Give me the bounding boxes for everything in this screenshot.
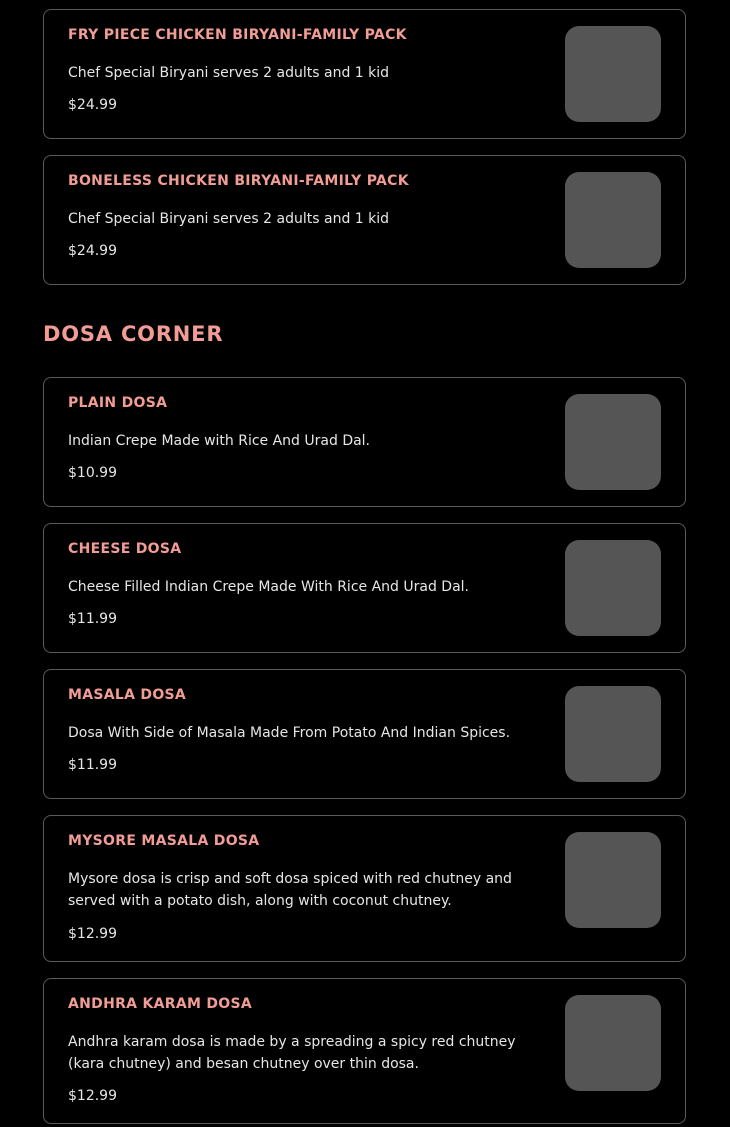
menu-item-price: $24.99 bbox=[68, 97, 117, 113]
menu-item-card[interactable] bbox=[43, 155, 686, 285]
menu-item-image-placeholder bbox=[565, 686, 661, 782]
menu-item-price: $12.99 bbox=[68, 926, 117, 942]
menu-item-description: Andhra karam dosa is made by a spreading a spicy red chutney (kara chutney) and besan chutney over thin dosa. bbox=[68, 1034, 516, 1072]
menu-item-description: Indian Crepe Made with Rice And Urad Dal. bbox=[68, 433, 371, 449]
menu-item-card[interactable] bbox=[43, 815, 686, 962]
menu-item-price: $11.99 bbox=[68, 757, 117, 773]
section-title: DOSA CORNER bbox=[43, 322, 224, 346]
menu-item-name: MYSORE MASALA DOSA bbox=[68, 833, 260, 849]
menu-item-image-placeholder bbox=[565, 172, 661, 268]
menu-item-name: MASALA DOSA bbox=[68, 687, 187, 703]
menu-item-card[interactable] bbox=[43, 377, 686, 507]
menu-item-name: FRY PIECE CHICKEN BIRYANI-FAMILY PACK bbox=[68, 27, 407, 43]
menu-item-image-placeholder bbox=[565, 832, 661, 928]
menu-item-price: $24.99 bbox=[68, 243, 117, 259]
menu-item-description: Chef Special Biryani serves 2 adults and 1 kid bbox=[68, 211, 390, 227]
menu-item-card[interactable] bbox=[43, 669, 686, 799]
menu-item-description: Cheese Filled Indian Crepe Made With Rice And Urad Dal. bbox=[68, 579, 469, 595]
menu-item-price: $10.99 bbox=[68, 465, 117, 481]
menu-item-card[interactable] bbox=[43, 523, 686, 653]
menu-item-price: $12.99 bbox=[68, 1088, 117, 1104]
menu-item-description: Mysore dosa is crisp and soft dosa spiced with red chutney and served with a potato dish, along with coconut chutney. bbox=[68, 871, 512, 909]
menu-item-card[interactable] bbox=[43, 978, 686, 1124]
menu-item-image-placeholder bbox=[565, 26, 661, 122]
menu-item-price: $11.99 bbox=[68, 611, 117, 627]
menu-item-image-placeholder bbox=[565, 995, 661, 1091]
menu-item-description: Dosa With Side of Masala Made From Potato And Indian Spices. bbox=[68, 725, 511, 741]
menu-item-name: BONELESS CHICKEN BIRYANI-FAMILY PACK bbox=[68, 173, 409, 189]
menu-item-description: Chef Special Biryani serves 2 adults and 1 kid bbox=[68, 65, 390, 81]
menu-item-name: ANDHRA KARAM DOSA bbox=[68, 996, 253, 1012]
menu-item-image-placeholder bbox=[565, 394, 661, 490]
menu-item-name: CHEESE DOSA bbox=[68, 541, 182, 557]
menu-item-image-placeholder bbox=[565, 540, 661, 636]
menu-item-name: PLAIN DOSA bbox=[68, 395, 168, 411]
menu-item-card[interactable] bbox=[43, 9, 686, 139]
